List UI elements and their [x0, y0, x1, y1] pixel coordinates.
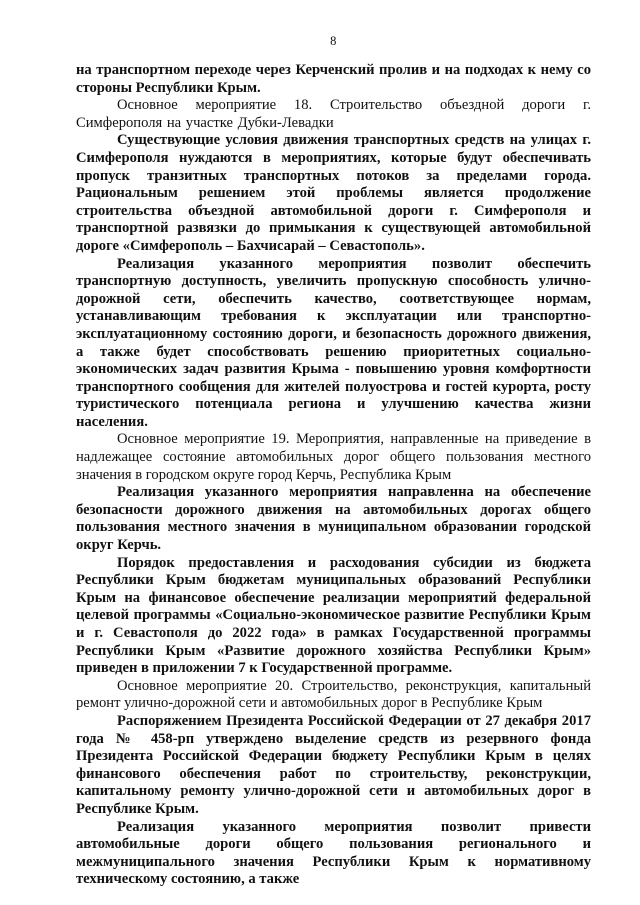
paragraph-1: на транспортном переходе через Керченский пролив и на подходах к нему со стороны Республики Крым. [76, 62, 591, 96]
paragraph-5-heading-measure-19: Основное мероприятие 19. Мероприятия, направленные на приведение в надлежащее состояние автомобильных дорог общего пользования местного значения в городском округе город Керчь, Республика Крым [76, 431, 591, 483]
paragraph-8-heading-measure-20: Основное мероприятие 20. Строительство, реконструкция, капитальный ремонт улично-дорожной сети и автомобильных дорог в Республике Крым [76, 677, 591, 712]
paragraph-3: Существующие условия движения транспортных средств на улицах г. Симферополя нуждаются в мероприятиях, которые будут обеспечивать пропуск транзитных транспортных потоков за пределами города. Рациональным решением этой проблемы является продолжение строительства объездной автомобильной дороги г. Симферополя и транспортной развязки до примыкания к существующей автомобильной дороге «Симферополь – Бахчисарай – Севастополь». [76, 132, 591, 254]
paragraph-9: Распоряжением Президента Российской Федерации от 27 декабря 2017 года № 458-рп утверждено выделение средств из резервного фонда Президента Российской Федерации бюджету Республики Крым в целях финансового обеспечения работ по строительству, реконструкции, капитальному ремонту улично-дорожной сети и автомобильных дорог в Республике Крым. [76, 712, 591, 817]
paragraph-7: Порядок предоставления и расходования субсидии из бюджета Республики Крым бюджетам муниципальных образований Республики Крым на финансовое обеспечение реализации мероприятий федеральной целевой программы «Социально-экономическое развитие Республики Крым и г. Севастополя до 2022 года» в рамках Государственной программы Республики Крым «Развитие дорожного хозяйства Республики Крым» приведен в приложении 7 к Государственной программе. [76, 554, 591, 677]
page-number: 8 [330, 34, 337, 48]
paragraph-6: Реализация указанного мероприятия направленна на обеспечение безопасности дорожного движения на автомобильных дорогах общего пользования местного значения в муниципальном образовании городской округ Керчь. [76, 484, 591, 554]
paragraph-2-heading-measure-18: Основное мероприятие 18. Строительство объездной дороги г. Симферополя на участке Дубки-Левадки [76, 97, 591, 131]
paragraph-10: Реализация указанного мероприятия позволит привести автомобильные дороги общего пользования регионального и межмуниципального значения Республики Крым к нормативному техническому состоянию, а также [76, 818, 591, 888]
body-text [76, 62, 591, 889]
paragraph-4: Реализация указанного мероприятия позволит обеспечить транспортную доступность, увеличить пропускную способность улично-дорожной сети, обеспечить качество, соответствующее нормам, устанавливающим требования к эксплуатации или транспортно-эксплуатационному состоянию дороги, и безопасность дорожного движения, а также будет способствовать решению приоритетных социально-экономических задач развития Крыма - повышению уровня комфортности транспортного сообщения для жителей полуострова и гостей курорта, росту туристического потенциала региона и улучшению качества жизни населения. [76, 255, 591, 430]
